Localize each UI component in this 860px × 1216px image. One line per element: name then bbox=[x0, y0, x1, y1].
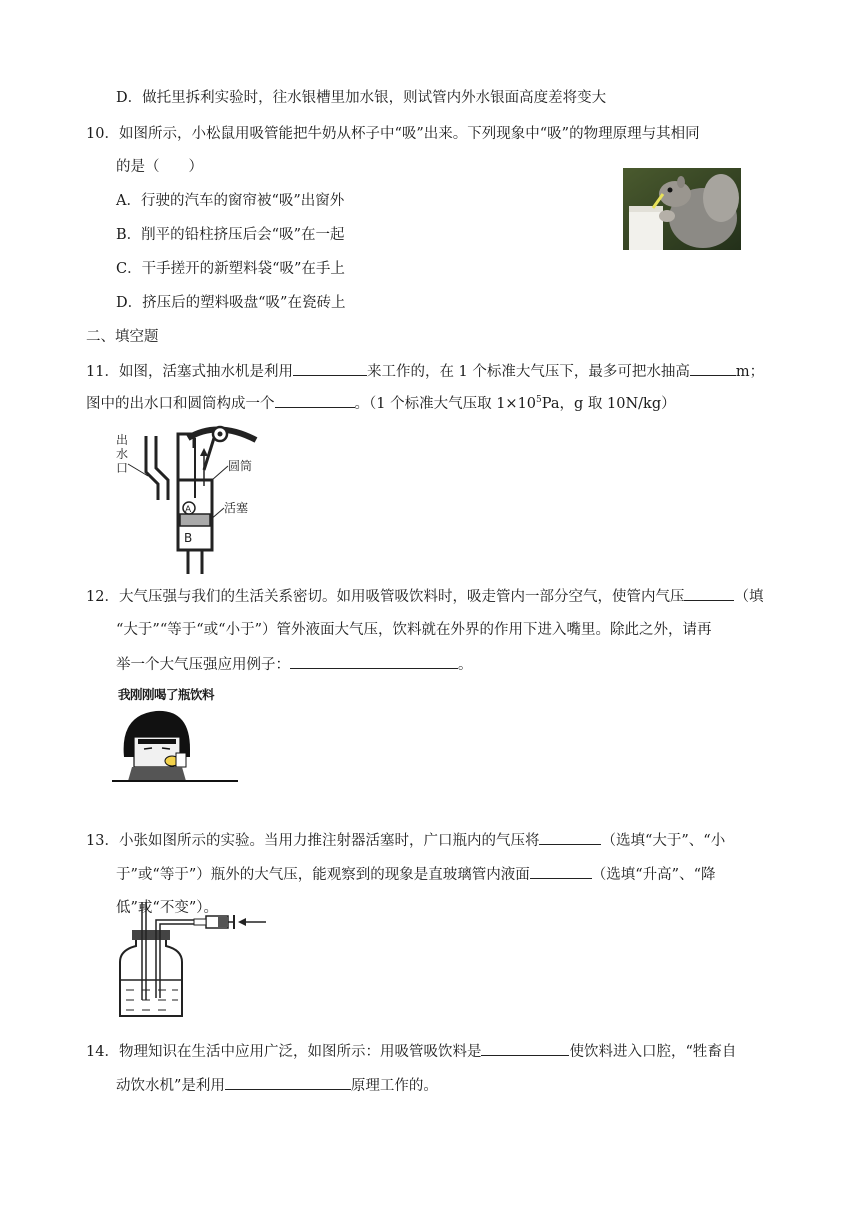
q10-stem-line1: 10．如图所示，小松鼠用吸管能把牛奶从杯子中“吸”出来。下列现象中“吸”的物理原理与其相同 bbox=[86, 126, 700, 142]
valve-a-label: A bbox=[185, 505, 192, 515]
q13-line1 bbox=[86, 830, 725, 851]
squirrel-milk-photo bbox=[623, 168, 741, 250]
q11-blank-2[interactable] bbox=[690, 361, 736, 376]
q11-line2 bbox=[86, 393, 676, 414]
q13-text-2: （选填“大于”、“小 bbox=[601, 833, 726, 849]
valve-b-label: B bbox=[184, 531, 193, 545]
q12-text-4: 。 bbox=[458, 657, 473, 673]
q12-line1 bbox=[86, 586, 763, 607]
q14-blank-2[interactable] bbox=[225, 1075, 351, 1090]
q14-text-3: 动饮水机”是利用 bbox=[116, 1078, 225, 1094]
cylinder-label: 圆筒 bbox=[228, 459, 253, 473]
q12-line2: “大于”“等于“或“小于”）管外液面大气压，饮料就在外界的作用下进入嘴里。除此之外，请再 bbox=[116, 622, 712, 638]
q14-text-4: 原理工作的。 bbox=[350, 1078, 438, 1094]
q13-text-4: （选填“升高”、“降 bbox=[591, 867, 716, 883]
piston-label: 活塞 bbox=[224, 501, 249, 515]
q12-line3 bbox=[116, 654, 473, 675]
q14-text-2: 使饮料进入口腔，“牲畜自 bbox=[569, 1044, 737, 1060]
q10-option-b: B．削平的铅柱挤压后会“吸”在一起 bbox=[116, 227, 345, 243]
bottle-syringe-diagram bbox=[110, 902, 270, 1020]
q12-text-2: （填 bbox=[734, 589, 764, 605]
outlet-label-3: 口 bbox=[116, 461, 129, 475]
q9-option-d: D．做托里拆利实验时，往水银槽里加水银，则试管内外水银面高度差将变大 bbox=[116, 90, 607, 106]
q11-text-4: 图中的出水口和圆筒构成一个 bbox=[86, 396, 275, 412]
q12-text-3: 举一个大气压强应用例子： bbox=[116, 657, 290, 673]
q11-line1 bbox=[86, 361, 764, 382]
q11-text-3: m； bbox=[735, 364, 765, 380]
piston-pump-diagram bbox=[108, 424, 268, 576]
q13-blank-2[interactable] bbox=[530, 864, 592, 879]
q11-blank-1[interactable] bbox=[293, 361, 367, 376]
q10-stem-line2: 的是（ ） bbox=[116, 159, 203, 175]
q12-blank-2[interactable] bbox=[290, 654, 458, 669]
q12-text-1: 12．大气压强与我们的生活关系密切。如用吸管吸饮料时，吸走管内一部分空气，使管内气压 bbox=[86, 589, 685, 605]
q14-line1 bbox=[86, 1041, 736, 1062]
outlet-label-1: 出 bbox=[116, 433, 129, 447]
q14-text-1: 14．物理知识在生活中应用广泛，如图所示：用吸管吸饮料是 bbox=[86, 1044, 482, 1060]
q11-text-5: 。（1 个标准大气压取 1×10 bbox=[354, 396, 537, 412]
section-title: 二、填空题 bbox=[86, 329, 159, 345]
q11-text-2: 来工作的，在 1 个标准大气压下，最多可把水抽高 bbox=[366, 364, 690, 380]
outlet-label-2: 水 bbox=[116, 447, 129, 461]
q11-text-1: 11．如图，活塞式抽水机是利用 bbox=[86, 364, 293, 380]
q11-text-6: Pa，g 取 10N/kg） bbox=[541, 396, 676, 412]
q11-blank-3[interactable] bbox=[275, 393, 355, 408]
q11-exponent: 5 bbox=[536, 395, 542, 405]
meme-caption: 我刚刚喝了瓶饮料 bbox=[118, 687, 215, 702]
q12-blank-1[interactable] bbox=[684, 586, 734, 601]
q14-blank-1[interactable] bbox=[481, 1041, 569, 1056]
q13-blank-1[interactable] bbox=[539, 830, 601, 845]
q14-line2 bbox=[116, 1075, 438, 1096]
q13-line2 bbox=[116, 864, 716, 885]
q13-text-3: 于”或“等于”）瓶外的大气压，能观察到的现象是直玻璃管内液面 bbox=[116, 867, 530, 883]
q10-option-c: C．干手搓开的新塑料袋“吸”在手上 bbox=[116, 261, 345, 277]
drinking-meme-image bbox=[112, 685, 240, 785]
q10-option-a: A．行驶的汽车的窗帘被“吸”出窗外 bbox=[116, 193, 345, 209]
q13-line3: 低”或“不变”）。 bbox=[116, 900, 218, 916]
q10-option-d: D．挤压后的塑料吸盘“吸”在瓷砖上 bbox=[116, 295, 346, 311]
q13-text-1: 13．小张如图所示的实验。当用力推注射器活塞时，广口瓶内的气压将 bbox=[86, 833, 540, 849]
